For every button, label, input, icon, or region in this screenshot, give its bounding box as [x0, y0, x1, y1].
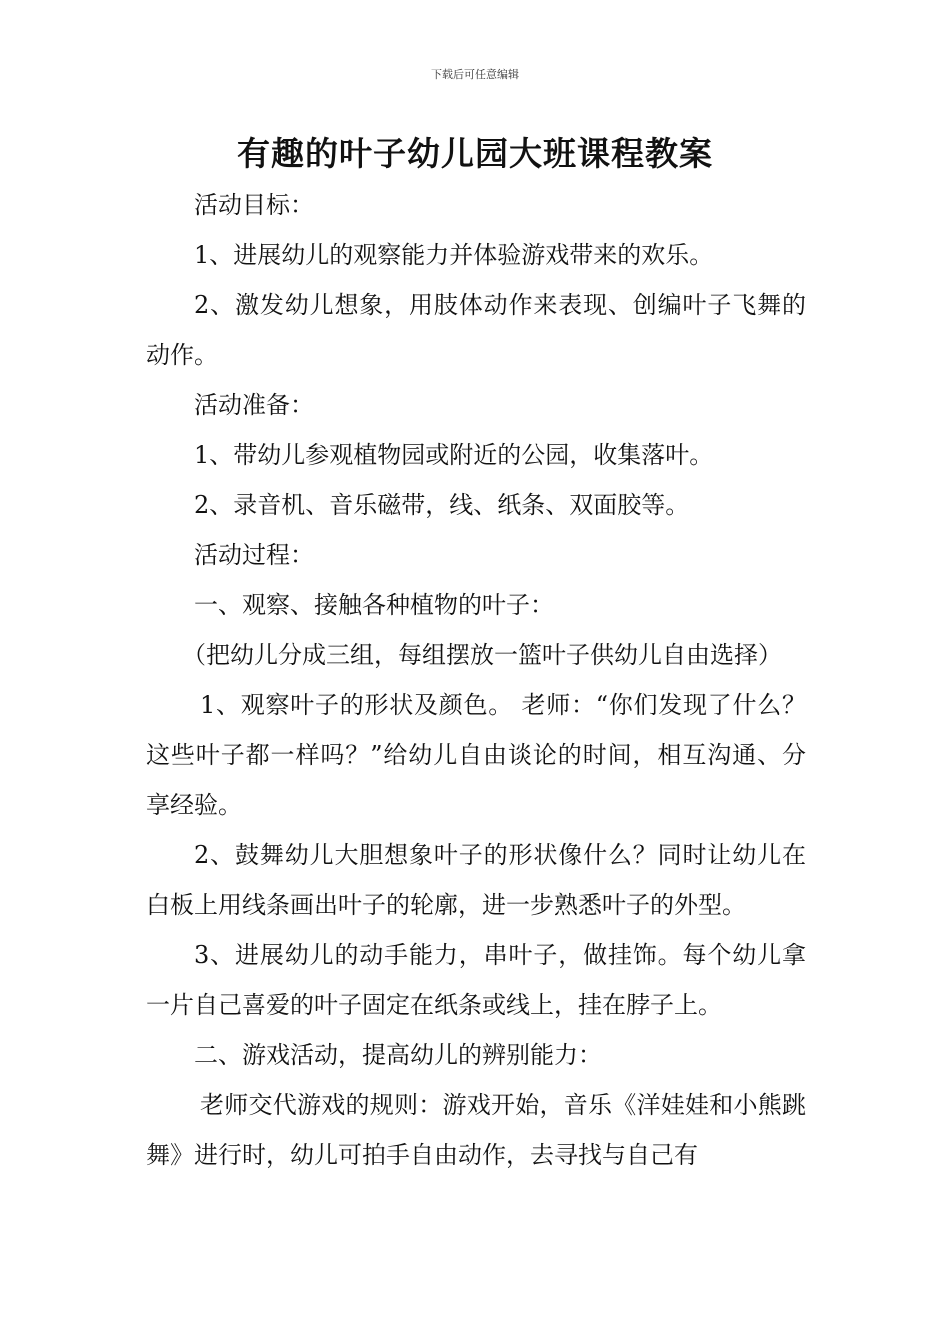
- paragraph: 2、录音机、音乐磁带，线、纸条、双面胶等。: [194, 491, 690, 519]
- section-heading-goals: 活动目标：: [194, 191, 314, 219]
- document-body: [146, 180, 806, 1180]
- paragraph: 老师交代游戏的规则：游戏开始，音乐《洋娃娃和小熊跳舞》进行时，幼儿可拍手自由动作，去寻找与自己有: [146, 1091, 806, 1169]
- section-heading-preparation: 活动准备：: [194, 391, 314, 419]
- header-note: 下载后可任意编辑: [431, 68, 519, 81]
- paragraph: （把幼儿分成三组，每组摆放一篮叶子供幼儿自由选择）: [182, 641, 782, 669]
- paragraph: 1、带幼儿参观植物园或附近的公园，收集落叶。: [194, 441, 714, 469]
- paragraph: 2、鼓舞幼儿大胆想象叶子的形状像什么？同时让幼儿在白板上用线条画出叶子的轮廓，进一步熟悉叶子的外型。: [146, 841, 806, 919]
- paragraph: 1、观察叶子的形状及颜色。 老师：“你们发现了什么？这些叶子都一样吗？”给幼儿自由谈论的时间，相互沟通、分享经验。: [146, 691, 806, 819]
- section-heading-process: 活动过程：: [194, 541, 314, 569]
- paragraph: 2、激发幼儿想象，用肢体动作来表现、创编叶子飞舞的动作。: [146, 291, 806, 369]
- paragraph: 1、进展幼儿的观察能力并体验游戏带来的欢乐。: [194, 241, 714, 269]
- paragraph: 一、观察、接触各种植物的叶子：: [194, 591, 554, 619]
- paragraph: 二、游戏活动，提高幼儿的辨别能力：: [194, 1041, 602, 1069]
- paragraph: 3、进展幼儿的动手能力，串叶子，做挂饰。每个幼儿拿一片自己喜爱的叶子固定在纸条或线上，挂在脖子上。: [146, 941, 806, 1019]
- document-title: 有趣的叶子幼儿园大班课程教案: [237, 134, 713, 173]
